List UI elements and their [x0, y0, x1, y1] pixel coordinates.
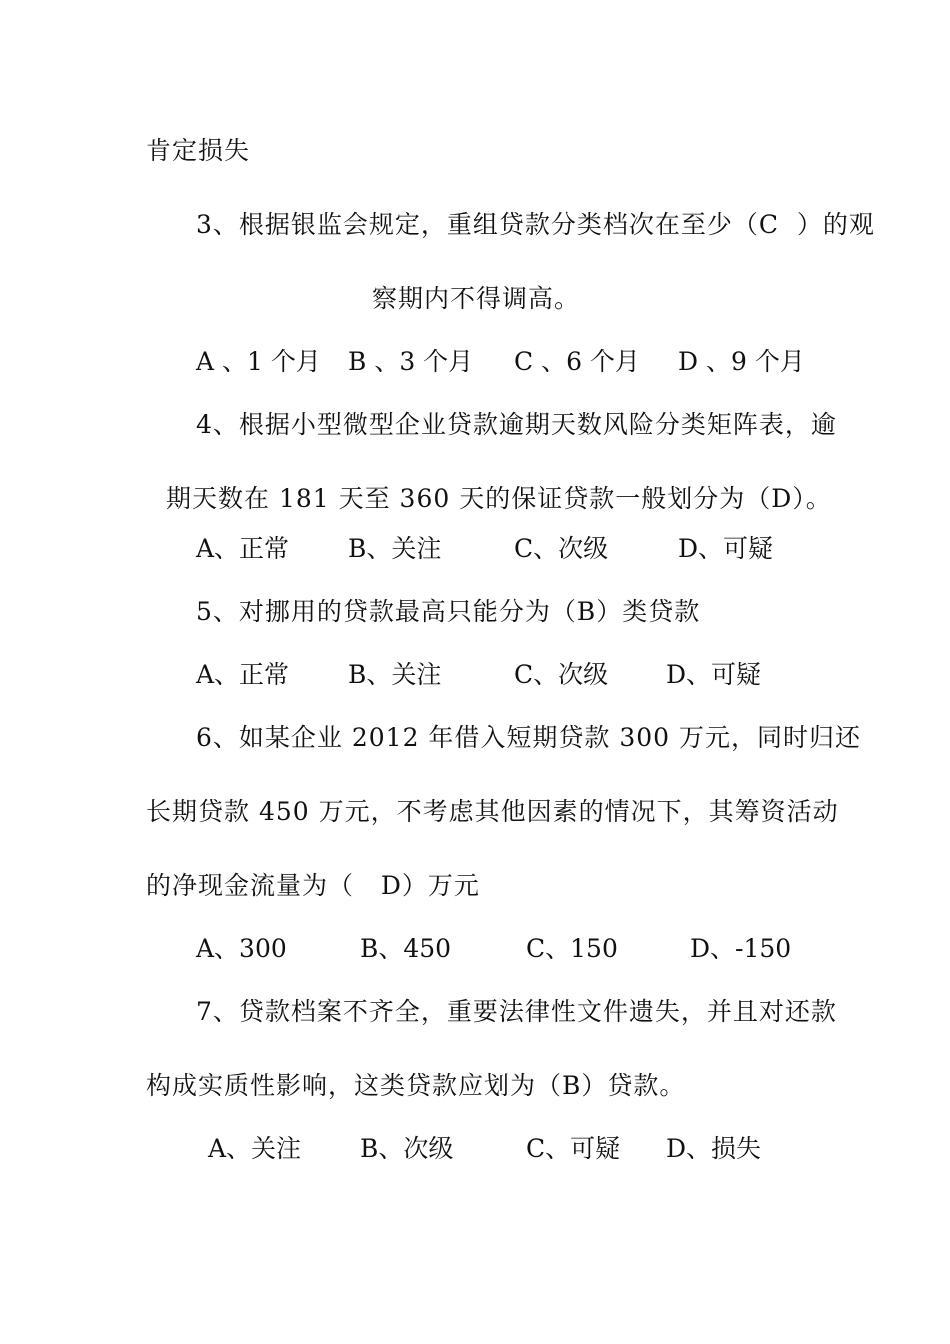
option-d: D、-150	[690, 934, 792, 963]
option-d: D、损失	[666, 1134, 762, 1163]
option-c: C、次级	[514, 534, 609, 563]
option-a: A、正常	[196, 534, 290, 563]
option-a: A、关注	[208, 1134, 302, 1163]
option-b: B、关注	[348, 534, 442, 563]
question-6-text-continued-2: 的净现金流量为（ D）万元	[146, 871, 480, 900]
question-5-text: 5、对挪用的贷款最高只能分为（B）类贷款	[196, 597, 701, 626]
question-3-text-continued: 察期内不得调高。	[372, 284, 581, 313]
continuation-text: 肯定损失	[146, 136, 251, 165]
question-7-text: 7、贷款档案不齐全，重要法律性文件遗失，并且对还款	[196, 997, 837, 1026]
question-6-text: 6、如某企业 2012 年借入短期贷款 300 万元，同时归还	[196, 723, 862, 752]
option-a: A 、1 个月	[196, 347, 321, 376]
option-d: D、可疑	[666, 660, 762, 689]
option-a: A、正常	[196, 660, 290, 689]
question-4-text-continued: 期天数在 181 天至 360 天的保证贷款一般划分为（D）。	[166, 484, 832, 513]
option-c: C、150	[526, 934, 618, 963]
question-3-text: 3、根据银监会规定，重组贷款分类档次在至少（C ）的观	[196, 210, 875, 239]
option-b: B、关注	[348, 660, 442, 689]
option-b: B、450	[360, 934, 452, 963]
option-b: B 、3 个月	[348, 347, 474, 376]
option-b: B、次级	[360, 1134, 454, 1163]
option-c: C、可疑	[526, 1134, 621, 1163]
option-c: C 、6 个月	[514, 347, 640, 376]
question-4-text: 4、根据小型微型企业贷款逾期天数风险分类矩阵表，逾	[196, 410, 837, 439]
option-a: A、300	[196, 934, 287, 963]
question-6-text-continued: 长期贷款 450 万元，不考虑其他因素的情况下，其筹资活动	[146, 797, 839, 826]
option-c: C、次级	[514, 660, 609, 689]
option-d: D、可疑	[678, 534, 774, 563]
question-7-text-continued: 构成实质性影响，这类贷款应划为（B）贷款。	[146, 1071, 686, 1100]
question-7-options	[208, 1132, 762, 1336]
option-d: D 、9 个月	[678, 347, 805, 376]
